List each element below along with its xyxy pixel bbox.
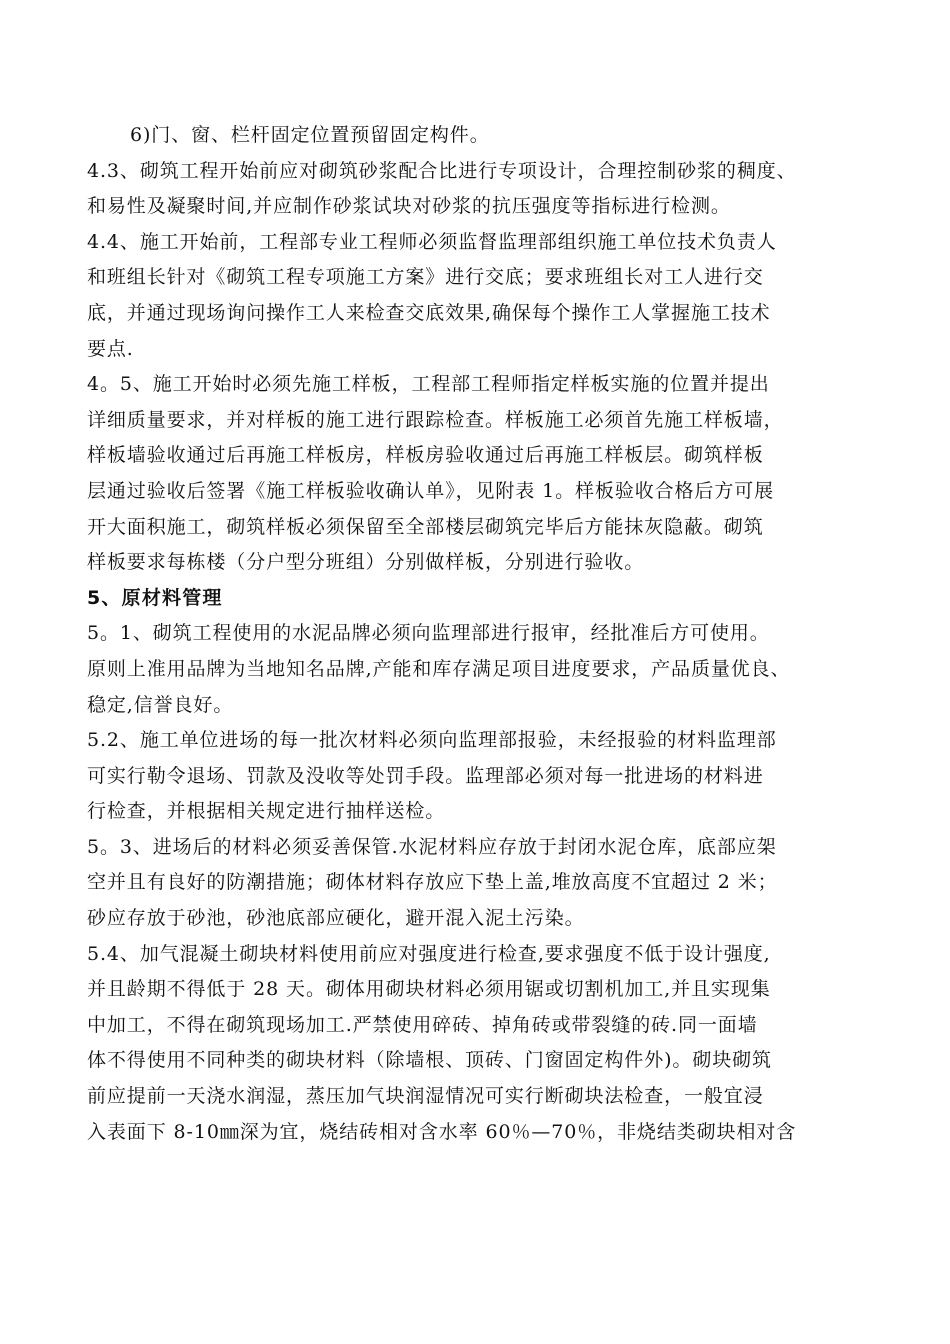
clause-5-1-line-3: 稳定,信誉良好。: [87, 693, 234, 716]
clause-5-1-line-1: 5。1、砌筑工程使用的水泥品牌必须向监理部进行报审，经批准后方可使用。: [87, 622, 770, 645]
clause-4-4-line-4: 要点.: [87, 337, 134, 360]
clause-4-4-line-1: 4.4、施工开始前，工程部专业工程师必须监督监理部组织施工单位技术负责人: [87, 230, 777, 253]
clause-5-3-line-2: 空并且有良好的防潮措施；砌体材料存放应下垫上盖,堆放高度不宜超过 2 米；: [87, 871, 778, 894]
clause-5-4-line-2: 并且龄期不得低于 28 天。砌体用砌块材料必须用锯或切割机加工,并且实现集: [87, 978, 771, 1001]
clause-4-5-line-1: 4。5、施工开始时必须先施工样板，工程部工程师指定样板实施的位置并提出: [87, 373, 770, 396]
section-heading-raw-materials: 5、原材料管理: [87, 586, 223, 609]
clause-5-2-line-1: 5.2、施工单位进场的每一批次材料必须向监理部报验，未经报验的材料监理部: [87, 729, 777, 752]
clause-4-5-line-4: 层通过验收后签署《施工样板验收确认单》，见附表 1。样板验收合格后方可展: [87, 479, 775, 502]
clause-5-4-line-4: 体不得使用不同种类的砌块材料（除墙根、顶砖、门窗固定构件外)。砌块砌筑: [87, 1049, 772, 1072]
clause-5-4-line-5: 前应提前一天浇水润湿，蒸压加气块润湿情况可实行断砌块法检查，一般宜浸: [87, 1085, 764, 1108]
clause-5-4-line-1: 5.4、加气混凝土砌块材料使用前应对强度进行检查,要求强度不低于设计强度,: [87, 942, 771, 965]
clause-5-2-line-2: 可实行勒令退场、罚款及没收等处罚手段。监理部必须对每一批进场的材料进: [87, 764, 764, 787]
clause-4-3-line-2: 和易性及凝聚时间,并应制作砂浆试块对砂浆的抗压强度等指标进行检测。: [87, 195, 731, 218]
clause-4-5-line-6: 样板要求每栋楼（分户型分班组）分别做样板，分别进行验收。: [87, 551, 645, 574]
clause-4-4-line-2: 和班组长针对《砌筑工程专项施工方案》进行交底；要求班组长对工人进行交: [87, 266, 764, 289]
clause-5-1-line-2: 原则上准用品牌为当地知名品牌,产能和库存满足项目进度要求，产品质量优良、: [87, 657, 791, 680]
clause-4-3-line-1: 4.3、砌筑工程开始前应对砌筑砂浆配合比进行专项设计，合理控制砂浆的稠度、: [87, 159, 797, 182]
clause-5-2-line-3: 行检查，并根据相关规定进行抽样送检。: [87, 800, 446, 823]
clause-4-5-line-3: 样板墙验收通过后再施工样板房，样板房验收通过后再施工样板层。砌筑样板: [87, 444, 764, 467]
clause-4-5-line-2: 详细质量要求，并对样板的施工进行跟踪检查。样板施工必须首先施工样板墙，: [87, 408, 784, 431]
clause-5-4-line-6: 入表面下 8-10㎜深为宜，烧结砖相对含水率 60％—70％，非烧结类砌块相对含: [87, 1120, 797, 1143]
list-item-fixing-parts: 6)门、窗、栏杆固定位置预留固定构件。: [130, 124, 490, 146]
clause-5-3-line-1: 5。3、进场后的材料必须妥善保管.水泥材料应存放于封闭水泥仓库，底部应架: [87, 835, 777, 858]
clause-5-3-line-3: 砂应存放于砂池，砂池底部应硬化，避开混入泥土污染。: [87, 907, 585, 930]
clause-4-4-line-3: 底，并通过现场询问操作工人来检查交底效果,确保每个操作工人掌握施工技术: [87, 301, 771, 324]
clause-5-4-line-3: 中加工，不得在砌筑现场加工.严禁使用碎砖、掉角砖或带裂缝的砖.同一面墙: [87, 1013, 758, 1036]
clause-4-5-line-5: 开大面积施工，砌筑样板必须保留至全部楼层砌筑完毕后方能抹灰隐蔽。砌筑: [87, 515, 764, 538]
